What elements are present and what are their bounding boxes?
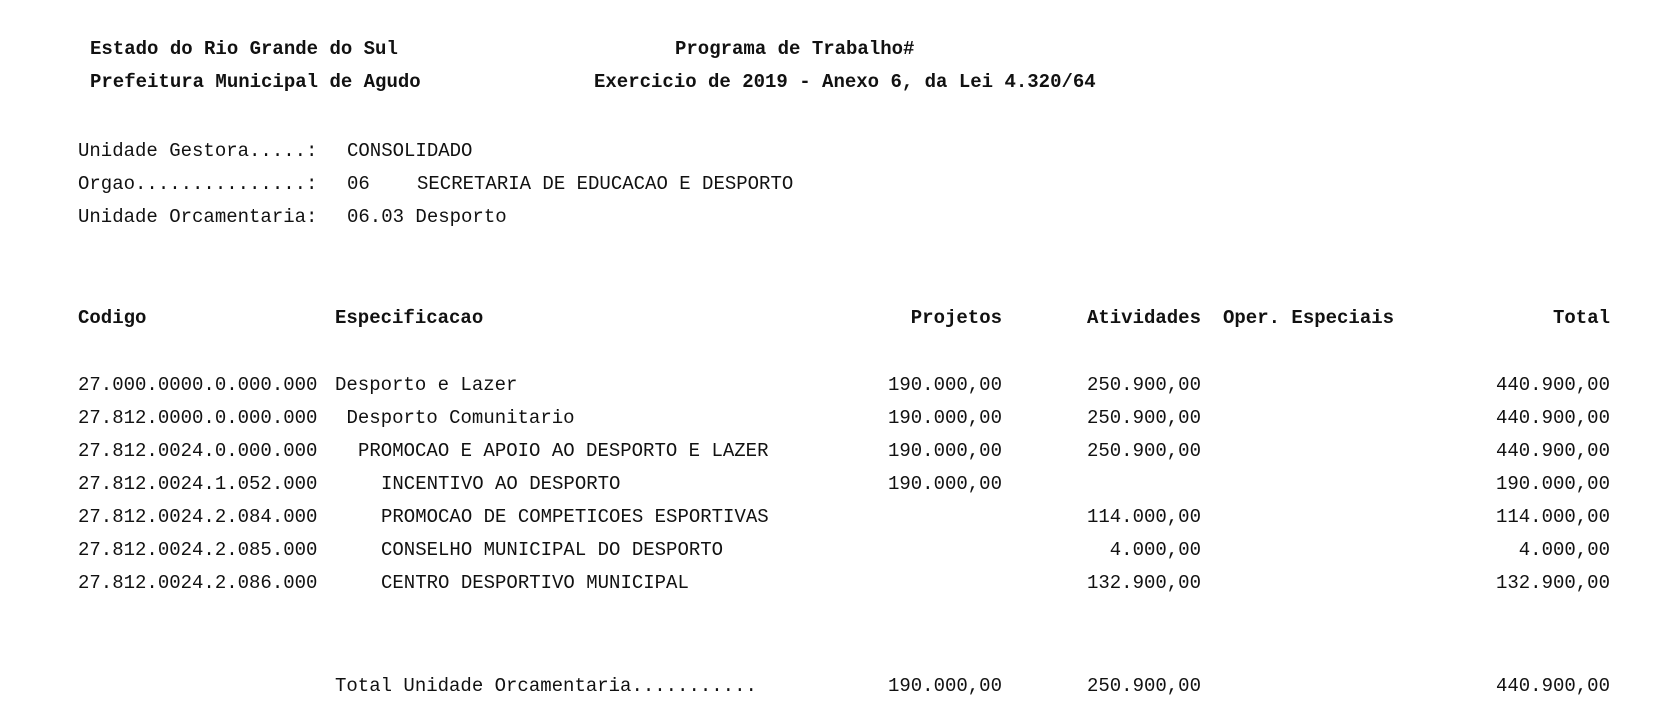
total-projetos: 190.000,00 xyxy=(887,675,1002,697)
row-especificacao: INCENTIVO AO DESPORTO xyxy=(381,473,621,495)
row-codigo: 27.812.0024.2.085.000 xyxy=(78,539,318,561)
row-especificacao: CENTRO DESPORTIVO MUNICIPAL xyxy=(381,572,689,594)
row-atividades: 250.900,00 xyxy=(1086,407,1201,429)
row-total: 440.900,00 xyxy=(1495,440,1610,462)
orgao-name: SECRETARIA DE EDUCACAO E DESPORTO xyxy=(417,173,794,195)
unidade-orcamentaria-value: 06.03 Desporto xyxy=(347,206,507,228)
row-codigo: 27.000.0000.0.000.000 xyxy=(78,374,318,396)
row-projetos: 190.000,00 xyxy=(887,473,1002,495)
row-atividades: 250.900,00 xyxy=(1086,440,1201,462)
row-especificacao: PROMOCAO DE COMPETICOES ESPORTIVAS xyxy=(381,506,769,528)
row-especificacao: PROMOCAO E APOIO AO DESPORTO E LAZER xyxy=(358,440,769,462)
unidade-gestora-label: Unidade Gestora.....: xyxy=(78,140,318,162)
total-atividades: 250.900,00 xyxy=(1086,675,1201,697)
row-atividades: 114.000,00 xyxy=(1086,506,1201,528)
row-projetos: 190.000,00 xyxy=(887,407,1002,429)
row-total: 440.900,00 xyxy=(1495,374,1610,396)
row-especificacao: Desporto Comunitario xyxy=(346,407,575,429)
orgao-code: 06 xyxy=(347,173,370,195)
column-header-total: Total xyxy=(1552,307,1610,329)
row-codigo: 27.812.0024.0.000.000 xyxy=(78,440,318,462)
column-header-oper-especiais: Oper. Especiais xyxy=(1223,307,1395,329)
row-total: 4.000,00 xyxy=(1518,539,1610,561)
column-header-atividades: Atividades xyxy=(1086,307,1201,329)
row-atividades: 4.000,00 xyxy=(1109,539,1201,561)
exercise-title: Exercicio de 2019 - Anexo 6, da Lei 4.320/64 xyxy=(594,71,1096,93)
column-header-projetos: Projetos xyxy=(910,307,1002,329)
row-codigo: 27.812.0024.2.086.000 xyxy=(78,572,318,594)
unidade-gestora-value: CONSOLIDADO xyxy=(347,140,473,162)
program-title: Programa de Trabalho# xyxy=(675,38,915,60)
row-codigo: 27.812.0024.2.084.000 xyxy=(78,506,318,528)
row-total: 190.000,00 xyxy=(1495,473,1610,495)
orgao-label: Orgao...............: xyxy=(78,173,318,195)
row-especificacao: CONSELHO MUNICIPAL DO DESPORTO xyxy=(381,539,724,561)
column-header-especificacao: Especificacao xyxy=(335,307,484,329)
row-especificacao: Desporto e Lazer xyxy=(335,374,518,396)
row-projetos: 190.000,00 xyxy=(887,374,1002,396)
column-header-codigo: Codigo xyxy=(78,307,147,329)
total-total: 440.900,00 xyxy=(1495,675,1610,697)
total-label: Total Unidade Orcamentaria........... xyxy=(335,675,757,697)
row-codigo: 27.812.0000.0.000.000 xyxy=(78,407,318,429)
row-atividades: 250.900,00 xyxy=(1086,374,1201,396)
row-total: 132.900,00 xyxy=(1495,572,1610,594)
state-title: Estado do Rio Grande do Sul xyxy=(90,38,398,60)
municipality-title: Prefeitura Municipal de Agudo xyxy=(90,71,421,93)
row-codigo: 27.812.0024.1.052.000 xyxy=(78,473,318,495)
row-total: 440.900,00 xyxy=(1495,407,1610,429)
row-atividades: 132.900,00 xyxy=(1086,572,1201,594)
row-projetos: 190.000,00 xyxy=(887,440,1002,462)
unidade-orcamentaria-label: Unidade Orcamentaria: xyxy=(78,206,318,228)
row-total: 114.000,00 xyxy=(1495,506,1610,528)
